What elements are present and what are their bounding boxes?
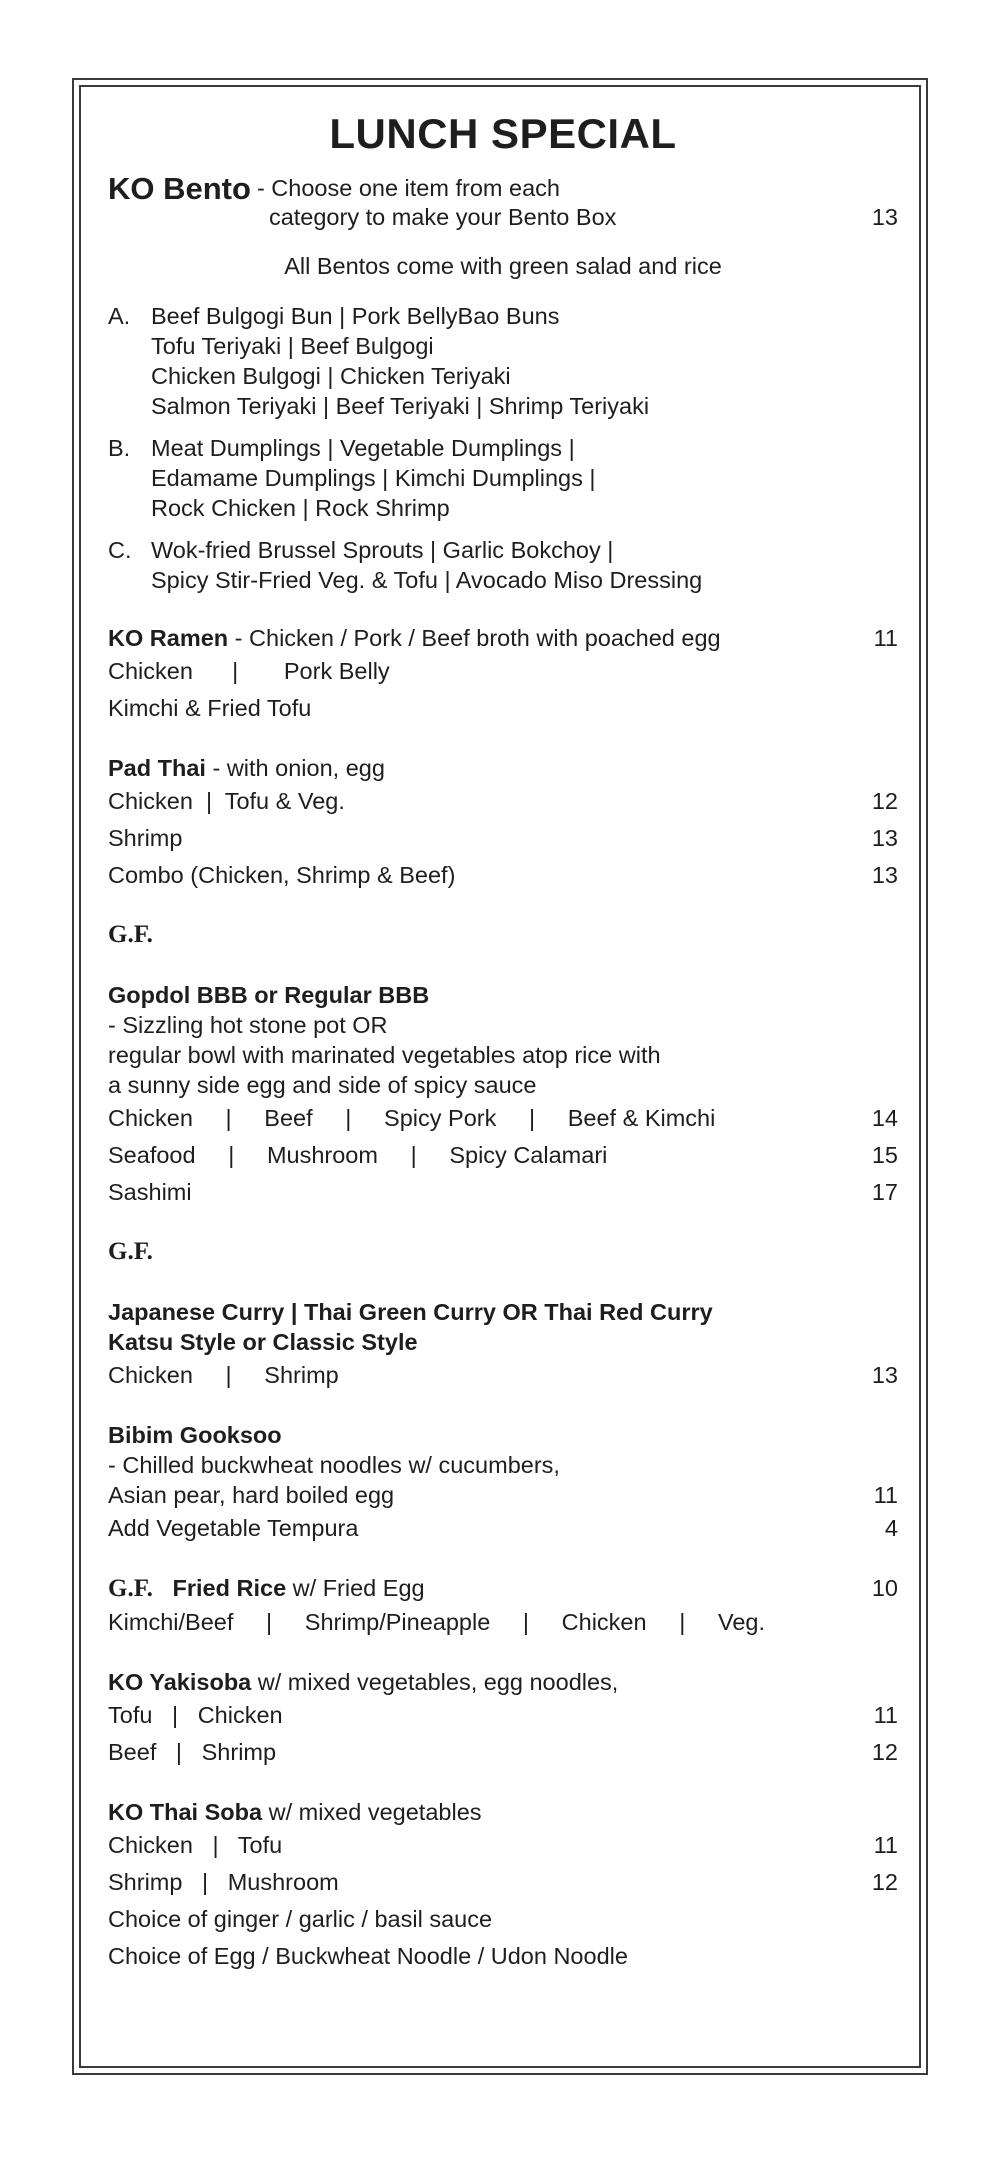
ramen-name: KO Ramen: [108, 625, 229, 651]
ramen-header: [108, 623, 898, 653]
category-letter: C.: [108, 537, 132, 563]
yakisoba-description: w/ mixed vegetables, egg noodles,: [251, 1669, 619, 1695]
row-price: 13: [871, 862, 898, 888]
padthai-description: - with onion, egg: [205, 755, 385, 781]
menu-row: [108, 857, 898, 894]
thaisoba-name: KO Thai Soba: [108, 1799, 263, 1825]
category-line: Meat Dumplings | Vegetable Dumplings |: [151, 435, 575, 461]
padthai-header: [108, 753, 898, 783]
row-price: 12: [871, 788, 898, 814]
padthai-name: Pad Thai: [108, 755, 206, 781]
row-label: Chicken | Beef | Spicy Pork | Beef & Kimchi: [108, 1105, 716, 1131]
row-label: Chicken | Tofu & Veg.: [108, 788, 345, 814]
ramen-options-2: Kimchi & Fried Tofu: [108, 695, 312, 721]
menu-row: [108, 1137, 898, 1174]
category-line: Rock Chicken | Rock Shrimp: [151, 495, 450, 521]
bbb-desc-1: - Sizzling hot stone pot OR: [108, 1012, 388, 1038]
category-letter: B.: [108, 435, 131, 461]
row-price: 14: [871, 1105, 898, 1131]
addon-label: Add Vegetable Tempura: [108, 1515, 359, 1541]
row-price: 11: [873, 1832, 898, 1858]
gooksoo-section: [108, 1420, 898, 1547]
friedrice-options: Kimchi/Beef | Shrimp/Pineapple | Chicken | Veg.: [108, 1609, 766, 1635]
menu-row: [108, 1734, 898, 1771]
friedrice-section: [108, 1573, 898, 1641]
bbb-section: [108, 920, 898, 1211]
menu-content: [108, 108, 898, 1975]
thaisoba-sauce-note: Choice of ginger / garlic / basil sauce: [108, 1906, 493, 1932]
yakisoba-name: KO Yakisoba: [108, 1669, 252, 1695]
category-line: Chicken Bulgogi | Chicken Teriyaki: [151, 363, 511, 389]
gooksoo-desc-2: Asian pear, hard boiled egg: [108, 1482, 395, 1508]
menu-row: [108, 1357, 898, 1394]
gf-label: G.F.: [108, 921, 153, 948]
row-label: Seafood | Mushroom | Spicy Calamari: [108, 1142, 608, 1168]
curry-name-1: Japanese Curry | Thai Green Curry OR Thai Red Curry: [108, 1299, 713, 1325]
friedrice-header: [108, 1573, 898, 1604]
category-line: Salmon Teriyaki | Beef Teriyaki | Shrimp Teriyaki: [151, 393, 650, 419]
row-label: Beef | Shrimp: [108, 1739, 277, 1765]
bento-description: [257, 172, 616, 232]
curry-section: [108, 1237, 898, 1394]
menu-row: [108, 820, 898, 857]
menu-row: [108, 1100, 898, 1137]
row-price: 12: [871, 1869, 898, 1895]
ramen-section: [108, 623, 898, 727]
thaisoba-description: w/ mixed vegetables: [262, 1799, 482, 1825]
bento-price: 13: [871, 204, 898, 230]
gooksoo-header: [108, 1420, 898, 1480]
menu-title: LUNCH SPECIAL: [329, 110, 677, 157]
menu-row: [108, 1864, 898, 1901]
friedrice-price: 10: [871, 1575, 898, 1601]
row-label: Sashimi: [108, 1179, 192, 1205]
bento-note: All Bentos come with green salad and rice: [284, 253, 722, 279]
gf-label: G.F.: [108, 1238, 153, 1265]
menu-row: [108, 1697, 898, 1734]
friedrice-description: w/ Fried Egg: [286, 1575, 425, 1601]
bento-category-b: [108, 433, 898, 523]
bento-desc-line-1: - Choose one item from each: [256, 175, 560, 201]
gooksoo-name: Bibim Gooksoo: [108, 1422, 282, 1448]
menu-row: [108, 1827, 898, 1864]
yakisoba-header: [108, 1667, 898, 1697]
curry-header: [108, 1237, 898, 1357]
row-price: 11: [873, 1702, 898, 1728]
row-price: 15: [871, 1142, 898, 1168]
bbb-desc-3: a sunny side egg and side of spicy sauce: [108, 1072, 537, 1098]
thaisoba-section: [108, 1797, 898, 1975]
thaisoba-noodle-note: Choice of Egg / Buckwheat Noodle / Udon Noodle: [108, 1943, 628, 1969]
row-price: 12: [871, 1739, 898, 1765]
row-price: 13: [871, 825, 898, 851]
category-line: Tofu Teriyaki | Beef Bulgogi: [151, 333, 434, 359]
bento-name: KO Bento: [108, 171, 251, 206]
row-price: 17: [871, 1179, 898, 1205]
row-label: Chicken | Tofu: [108, 1832, 283, 1858]
ramen-options-1: Chicken | Pork Belly: [108, 658, 390, 684]
menu-row: [108, 783, 898, 820]
row-label: Chicken | Shrimp: [108, 1362, 339, 1388]
bbb-name: Gopdol BBB or Regular BBB: [108, 982, 430, 1008]
friedrice-name: Fried Rice: [172, 1575, 287, 1601]
bbb-header: [108, 920, 898, 1100]
row-price: 13: [871, 1362, 898, 1388]
row-label: Tofu | Chicken: [108, 1702, 283, 1728]
gooksoo-price: 11: [873, 1482, 898, 1508]
padthai-section: [108, 753, 898, 894]
yakisoba-section: [108, 1667, 898, 1771]
gf-label: G.F.: [108, 1575, 153, 1602]
bento-desc-line-2: category to make your Bento Box: [268, 204, 617, 230]
bento-category-a: [108, 301, 898, 421]
gooksoo-desc-row: [108, 1480, 898, 1510]
row-label: Shrimp | Mushroom: [108, 1869, 339, 1895]
gooksoo-desc-1: - Chilled buckwheat noodles w/ cucumbers,: [108, 1452, 560, 1478]
curry-name-2: Katsu Style or Classic Style: [108, 1329, 418, 1355]
row-label: Combo (Chicken, Shrimp & Beef): [108, 862, 456, 888]
bento-category-c: [108, 535, 898, 595]
category-letter: A.: [108, 303, 131, 329]
addon-price: 4: [884, 1515, 898, 1541]
thaisoba-header: [108, 1797, 898, 1827]
menu-row: [108, 1174, 898, 1211]
row-label: Shrimp: [108, 825, 183, 851]
bento-header: [108, 172, 898, 232]
bbb-desc-2: regular bowl with marinated vegetables atop rice with: [108, 1042, 661, 1068]
menu-row: [108, 1510, 898, 1547]
ramen-price: 11: [873, 625, 898, 651]
category-line: Spicy Stir-Fried Veg. & Tofu | Avocado Miso Dressing: [151, 567, 703, 593]
ramen-description: - Chicken / Pork / Beef broth with poached egg: [228, 625, 721, 651]
category-line: Beef Bulgogi Bun | Pork BellyBao Buns: [151, 303, 560, 329]
category-line: Wok-fried Brussel Sprouts | Garlic Bokchoy |: [151, 537, 614, 563]
category-line: Edamame Dumplings | Kimchi Dumplings |: [151, 465, 596, 491]
